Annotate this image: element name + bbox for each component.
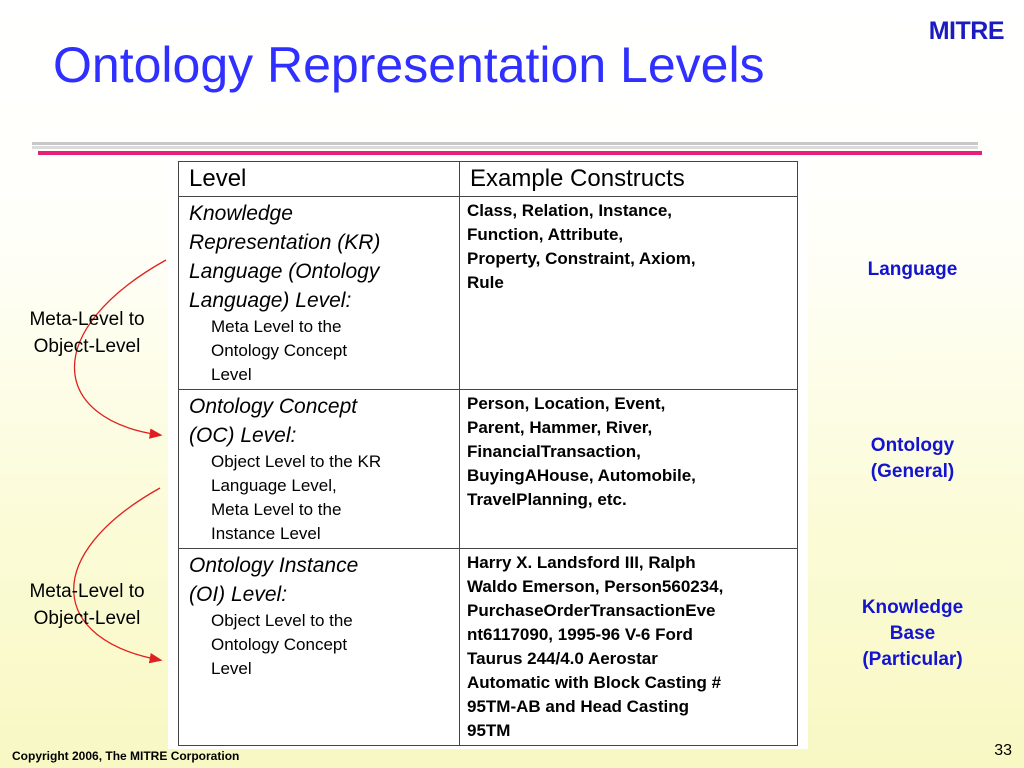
level-title: Ontology Concept (OC) Level: [189,395,358,447]
slide-title: Ontology Representation Levels [53,37,765,93]
right-label-language: Language [867,259,958,280]
level-title: Ontology Instance (OI) Level: [189,554,359,606]
level-description: Object Level to the Ontology Concept Level [211,611,353,678]
left-label-meta-object-1: Meta-Level to Object-Level [29,309,145,357]
level-description: Object Level to the KR Language Level, Meta Level to the Instance Level [211,452,382,543]
right-label-knowledge-base: Knowledge Base (Particular) [861,597,964,670]
level-description: Meta Level to the Ontology Concept Level [211,317,348,384]
left-label-meta-object-2: Meta-Level to Object-Level [29,581,145,629]
curved-arrow-lower [74,488,160,660]
examples-cell: Person, Location, Event, Parent, Hammer, River, FinancialTransaction, BuyingAHouse, Automobile, TravelPlanning, etc. [460,390,798,549]
right-label-ontology: Ontology (General) [870,435,955,482]
mitre-logo: MITRE [928,17,1004,45]
level-title: Knowledge Representation (KR) Language (Ontology Language) Level: [189,202,381,312]
header-level: Level [179,162,460,197]
examples-cell: Class, Relation, Instance, Function, Attribute, Property, Constraint, Axiom, Rule [460,197,798,390]
copyright-footer: Copyright 2006, The MITRE Corporation [12,749,240,763]
page-number: 33 [994,742,1012,759]
examples-cell: Harry X. Landsford III, Ralph Waldo Emerson, Person560234, PurchaseOrderTransactionEve nt6117090, 1995-96 V-6 Ford Taurus 244/4.0 Aerostar Automatic with Block Casting # 95TM-AB and Head Casting 95TM [460,549,798,746]
header-example-constructs: Example Constructs [460,162,798,197]
